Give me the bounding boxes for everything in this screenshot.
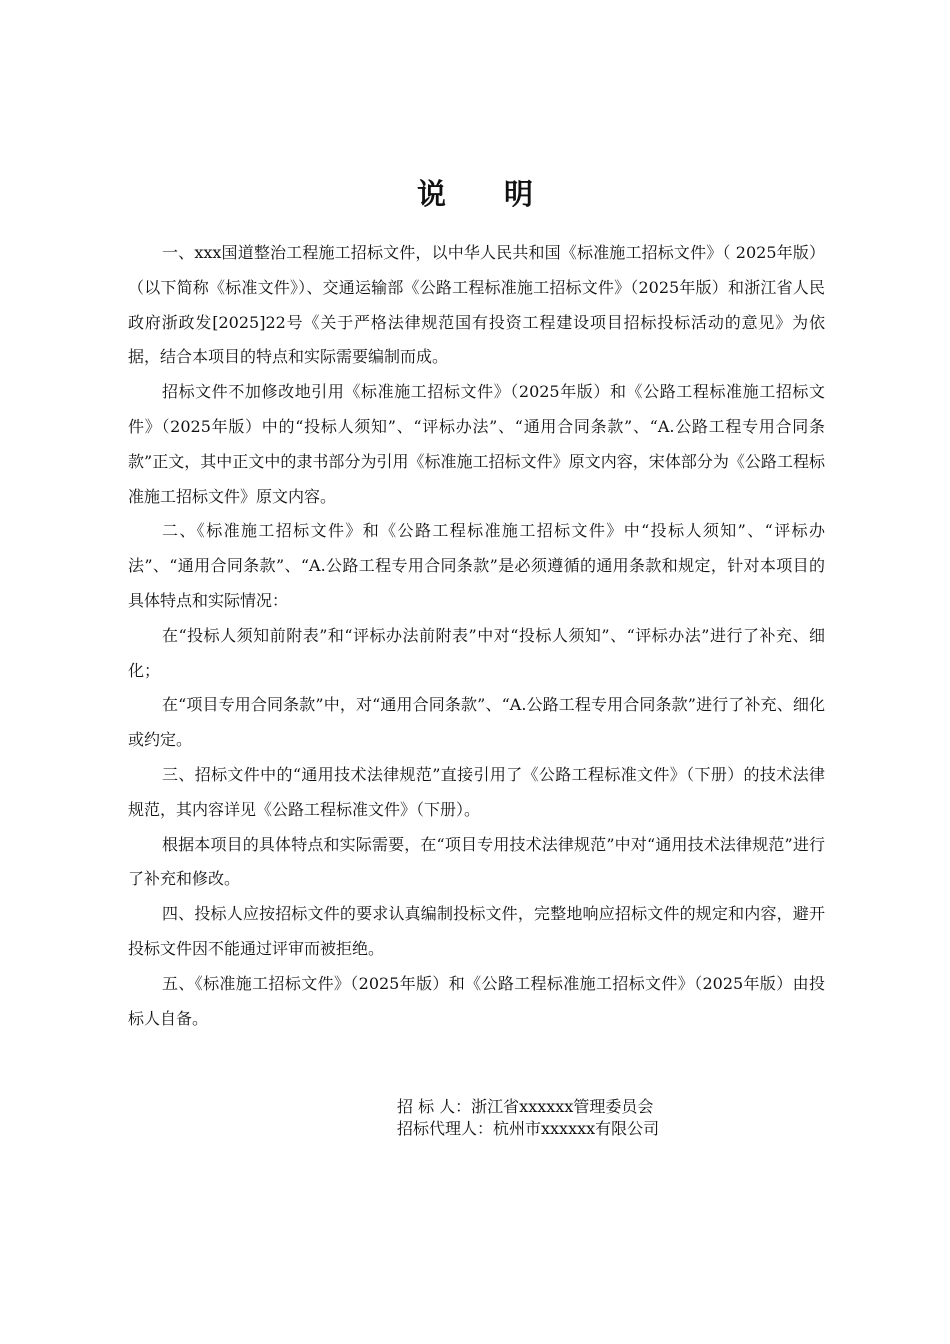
paragraph-3: 二、《标准施工招标文件》和《公路工程标准施工招标文件》中“投标人须知”、“评标办法”、“通用合同条款”、“A.公路工程专用合同条款”是必须遵循的通用条款和规定，针对本项目的具体特点和实际情况： xyxy=(128,521,825,610)
paragraph-2: 招标文件不加修改地引用《标准施工招标文件》（2025年版）和《公路工程标准施工招标文件》（2025年版）中的“投标人须知”、“评标办法”、“通用合同条款”、“A.公路工程专用合同条款”正文，其中正文中的隶书部分为引用《标准施工招标文件》原文内容，宋体部分为《公路工程标准施工招标文件》原文内容。 xyxy=(128,382,825,506)
agent-line: 招标代理人：杭州市xxxxxx有限公司 xyxy=(397,1119,660,1138)
page-title: 说明 xyxy=(416,177,591,211)
paragraph-9: 五、《标准施工招标文件》（2025年版）和《公路工程标准施工招标文件》（2025年版）由投标人自备。 xyxy=(128,973,825,1028)
signature-block xyxy=(397,1096,777,1140)
paragraph-8: 四、投标人应按招标文件的要求认真编制投标文件，完整地响应招标文件的规定和内容，避开投标文件因不能通过评审而被拒绝。 xyxy=(128,904,825,958)
paragraph-5: 在“项目专用合同条款”中，对“通用合同条款”、“A.公路工程专用合同条款”进行了补充、细化或约定。 xyxy=(128,695,825,750)
paragraph-6: 三、招标文件中的“通用技术法律规范”直接引用了《公路工程标准文件》（下册）的技术法律规范，其内容详见《公路工程标准文件》（下册）。 xyxy=(128,764,825,819)
paragraph-1: 一、xxx国道整治工程施工招标文件，以中华人民共和国《标准施工招标文件》（ 2025年版）（以下简称《标准文件》）、交通运输部《公路工程标准施工招标文件》（2025年版）和浙江省人民政府浙政发[2025]22号《关于严格法律规范国有投资工程建设项目招标投标活动的意见》为依据，结合本项目的特点和实际需要编制而成。 xyxy=(128,243,825,367)
document-body xyxy=(128,236,825,1036)
paragraph-7: 根据本项目的具体特点和实际需要，在“项目专用技术法律规范”中对“通用技术法律规范”进行了补充和修改。 xyxy=(128,834,825,889)
tenderer-line: 招 标 人：浙江省xxxxxx管理委员会 xyxy=(397,1097,654,1116)
paragraph-4: 在“投标人须知前附表”和“评标办法前附表”中对“投标人须知”、“评标办法”进行了补充、细化； xyxy=(128,625,825,680)
